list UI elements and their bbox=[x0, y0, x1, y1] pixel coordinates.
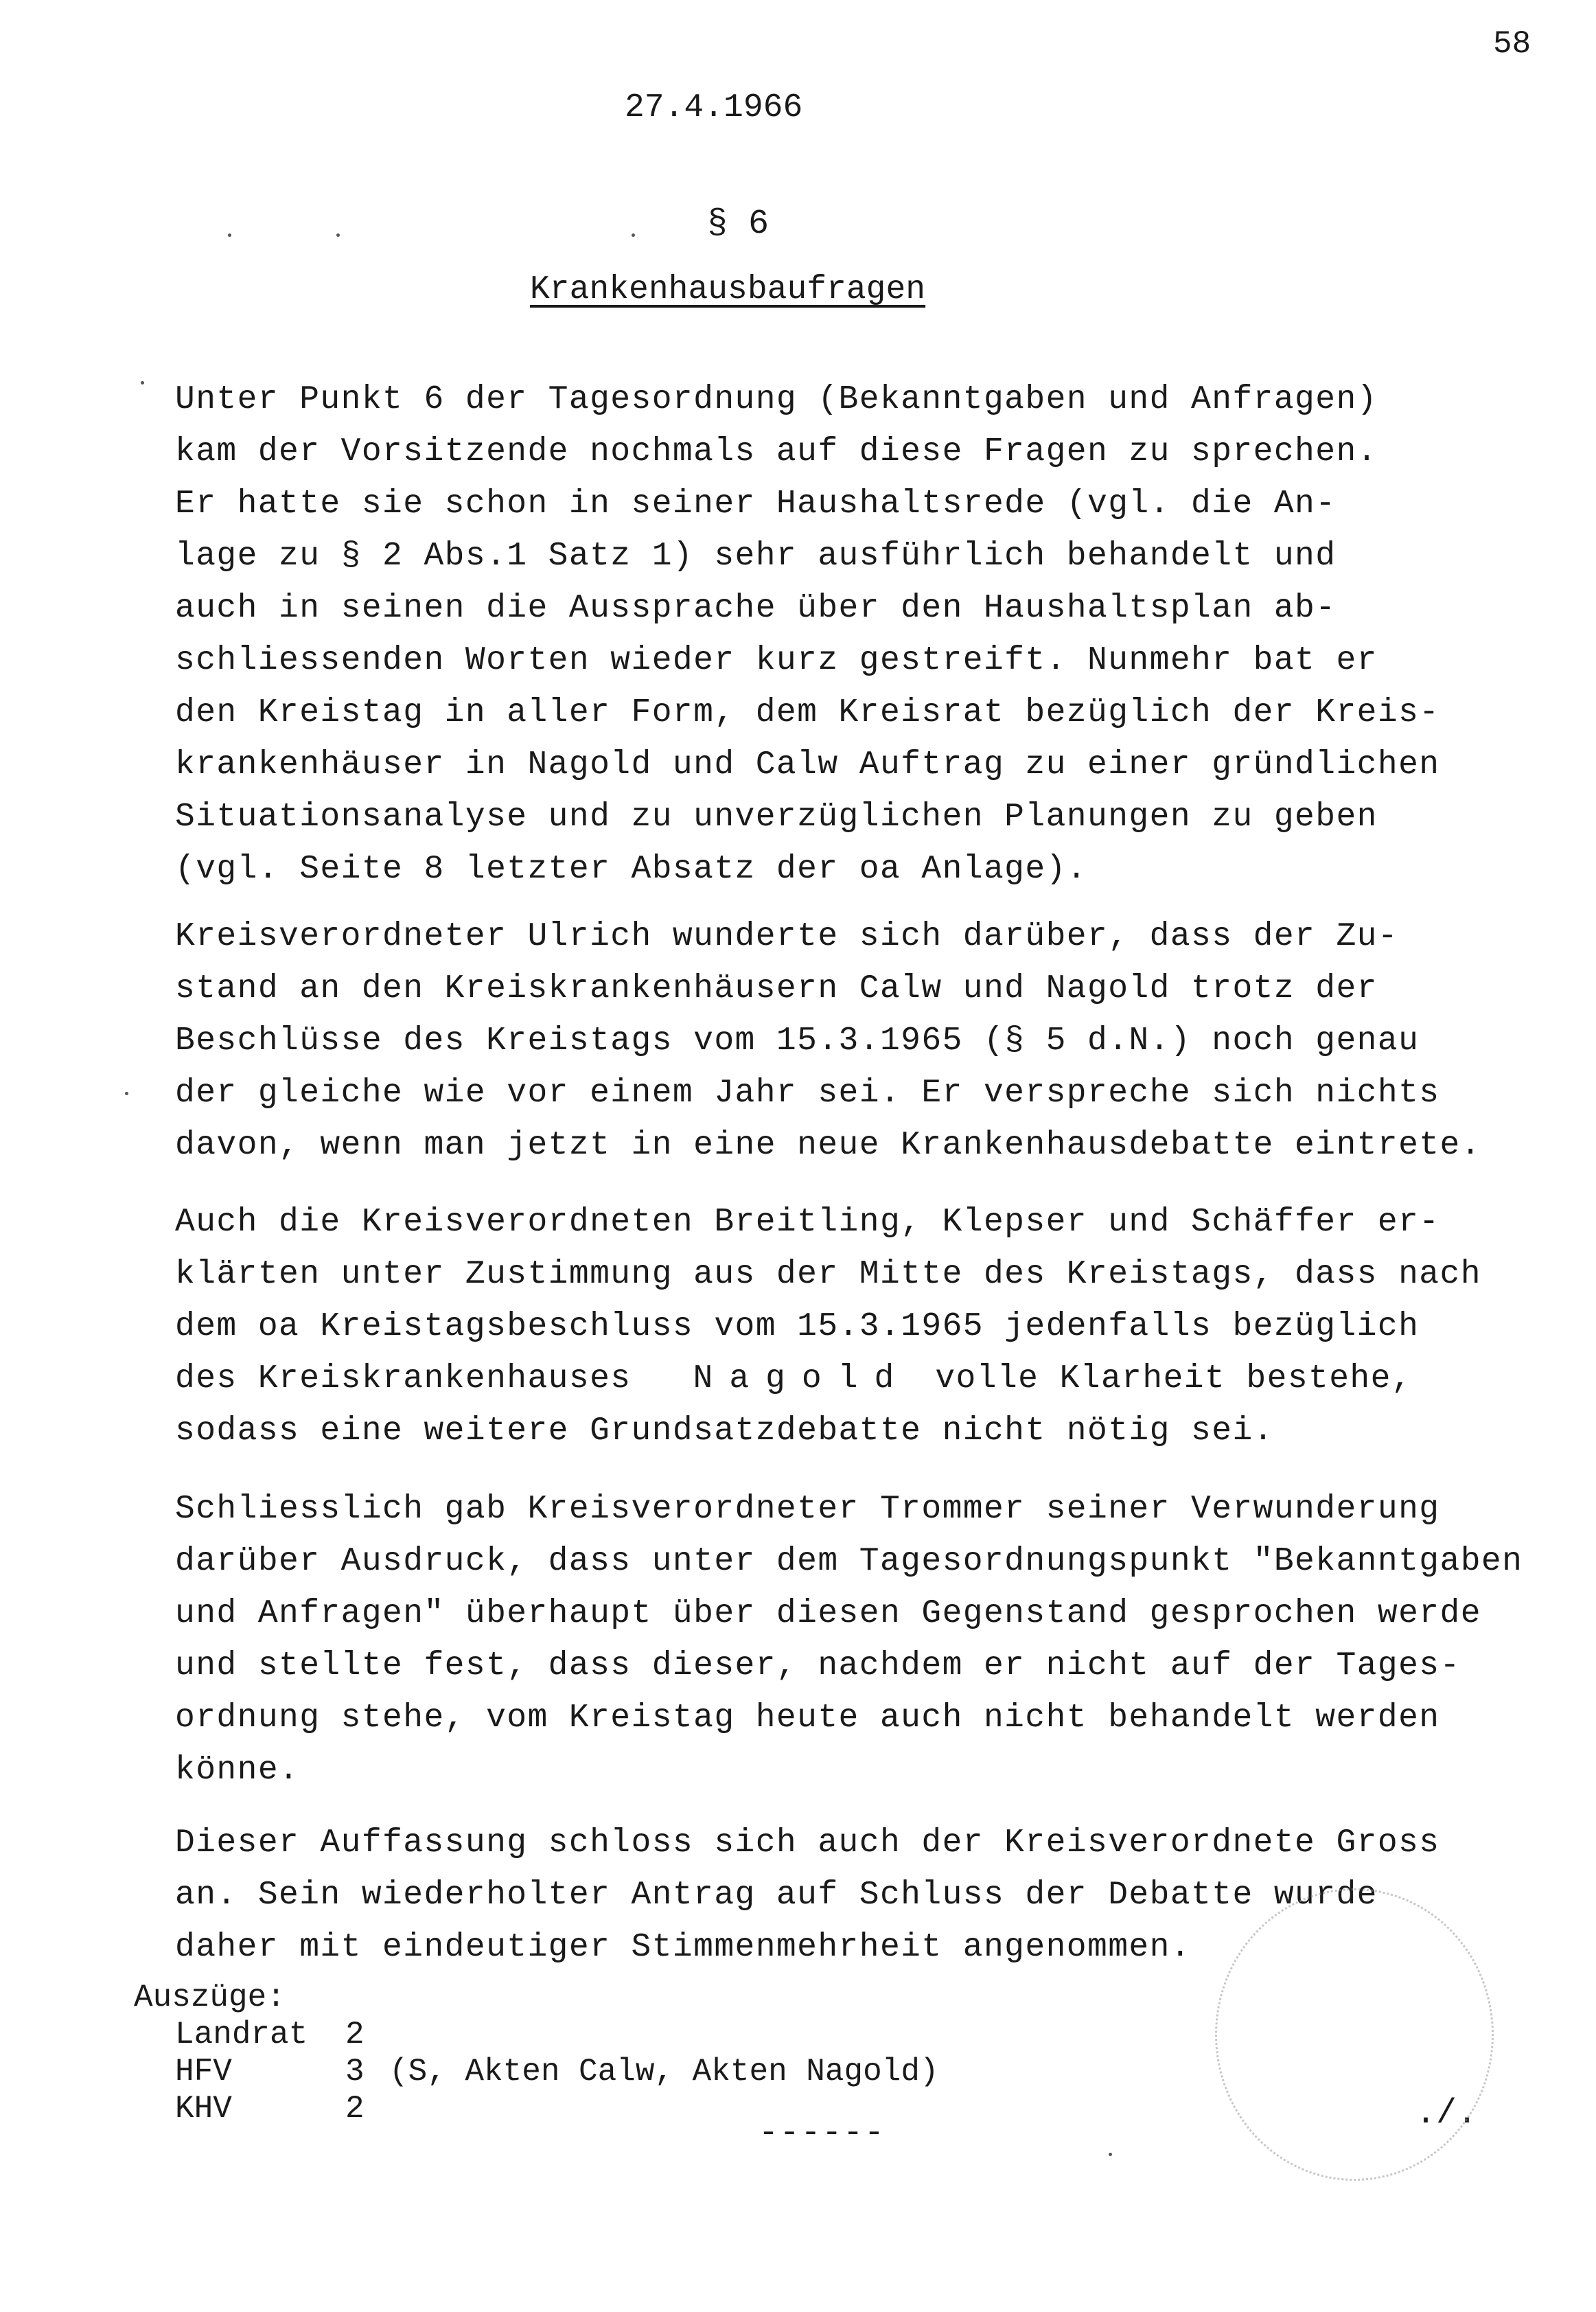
body-line: der gleiche wie vor einem Jahr sei. Er verspreche sich nichts bbox=[175, 1075, 1440, 1112]
body-line: klärten unter Zustimmung aus der Mitte des Kreistags, dass nach bbox=[175, 1256, 1481, 1293]
body-line: und Anfragen" überhaupt über diesen Gegenstand gesprochen werde bbox=[175, 1595, 1481, 1632]
faded-stamp bbox=[1215, 1888, 1494, 2181]
body-line bbox=[175, 1360, 1412, 1397]
body-line: lage zu § 2 Abs.1 Satz 1) sehr ausführlich behandelt und bbox=[175, 538, 1337, 575]
body-text: des Kreiskrankenhauses bbox=[175, 1360, 632, 1397]
extract-note: (S, Akten Calw, Akten Nagold) bbox=[389, 2054, 939, 2090]
scan-speck bbox=[1109, 2153, 1112, 2156]
body-line: Situationsanalyse und zu unverzüglichen Planungen zu geben bbox=[175, 799, 1378, 836]
body-line: (vgl. Seite 8 letzter Absatz der oa Anlage). bbox=[175, 851, 1088, 888]
body-line: dem oa Kreistagsbeschluss vom 15.3.1965 jedenfalls bezüglich bbox=[175, 1308, 1420, 1345]
scan-speck bbox=[336, 233, 340, 237]
body-line: Auch die Kreisverordneten Breitling, Klepser und Schäffer er- bbox=[175, 1204, 1440, 1241]
body-line: Unter Punkt 6 der Tagesordnung (Bekanntgaben und Anfragen) bbox=[175, 381, 1378, 418]
body-line: könne. bbox=[175, 1752, 300, 1789]
separator-line: ------ bbox=[759, 2115, 886, 2152]
body-line: und stellte fest, dass dieser, nachdem er nicht auf der Tages- bbox=[175, 1647, 1461, 1684]
page-number: 58 bbox=[1493, 26, 1531, 62]
body-line: Beschlüsse des Kreistags vom 15.3.1965 (§ 5 d.N.) noch genau bbox=[175, 1022, 1420, 1060]
extract-count: 3 bbox=[345, 2054, 365, 2090]
body-line: schliessenden Worten wieder kurz gestreift. Nunmehr bat er bbox=[175, 642, 1378, 679]
extracts-title: Auszüge: bbox=[134, 1980, 286, 2015]
body-line: Schliesslich gab Kreisverordneter Trommer seiner Verwunderung bbox=[175, 1491, 1440, 1528]
body-line: stand an den Kreiskrankenhäusern Calw und Nagold trotz der bbox=[175, 970, 1378, 1007]
body-line: krankenhäuser in Nagold und Calw Auftrag zu einer gründlichen bbox=[175, 746, 1440, 783]
body-line: daher mit eindeutiger Stimmenmehrheit angenommen. bbox=[175, 1929, 1192, 1966]
section-heading: Krankenhausbaufragen bbox=[530, 271, 926, 308]
scan-speck bbox=[632, 233, 635, 237]
continuation-mark: ./. bbox=[1415, 2094, 1478, 2133]
body-line: davon, wenn man jetzt in eine neue Krankenhausdebatte eintrete. bbox=[175, 1127, 1481, 1164]
extract-count: 2 bbox=[345, 2091, 365, 2127]
body-text: volle Klarheit bestehe, bbox=[935, 1360, 1413, 1397]
spaced-place-name: Nagold bbox=[693, 1360, 911, 1397]
extract-count: 2 bbox=[345, 2017, 365, 2052]
extract-recipient: HFV bbox=[175, 2054, 232, 2090]
extract-recipient: Landrat bbox=[175, 2017, 308, 2052]
extract-recipient: KHV bbox=[175, 2091, 232, 2127]
scan-speck bbox=[141, 381, 144, 385]
body-line: kam der Vorsitzende nochmals auf diese Fragen zu sprechen. bbox=[175, 433, 1378, 470]
section-number: § 6 bbox=[707, 205, 770, 244]
body-line: sodass eine weitere Grundsatzdebatte nicht nötig sei. bbox=[175, 1412, 1274, 1450]
scan-speck bbox=[125, 1092, 128, 1095]
body-line: Dieser Auffassung schloss sich auch der Kreisverordnete Gross bbox=[175, 1824, 1440, 1862]
body-line: an. Sein wiederholter Antrag auf Schluss der Debatte wurde bbox=[175, 1877, 1378, 1914]
body-line: darüber Ausdruck, dass unter dem Tagesordnungspunkt "Bekanntgaben bbox=[175, 1543, 1523, 1580]
body-line: Er hatte sie schon in seiner Haushaltsrede (vgl. die An- bbox=[175, 485, 1337, 523]
document-date: 27.4.1966 bbox=[625, 89, 803, 126]
body-line: ordnung stehe, vom Kreistag heute auch nicht behandelt werden bbox=[175, 1699, 1440, 1737]
body-line: Kreisverordneter Ulrich wunderte sich darüber, dass der Zu- bbox=[175, 918, 1399, 955]
scan-speck bbox=[228, 233, 231, 237]
body-line: auch in seinen die Aussprache über den Haushaltsplan ab- bbox=[175, 590, 1337, 627]
body-line: den Kreistag in aller Form, dem Kreisrat bezüglich der Kreis- bbox=[175, 694, 1440, 731]
